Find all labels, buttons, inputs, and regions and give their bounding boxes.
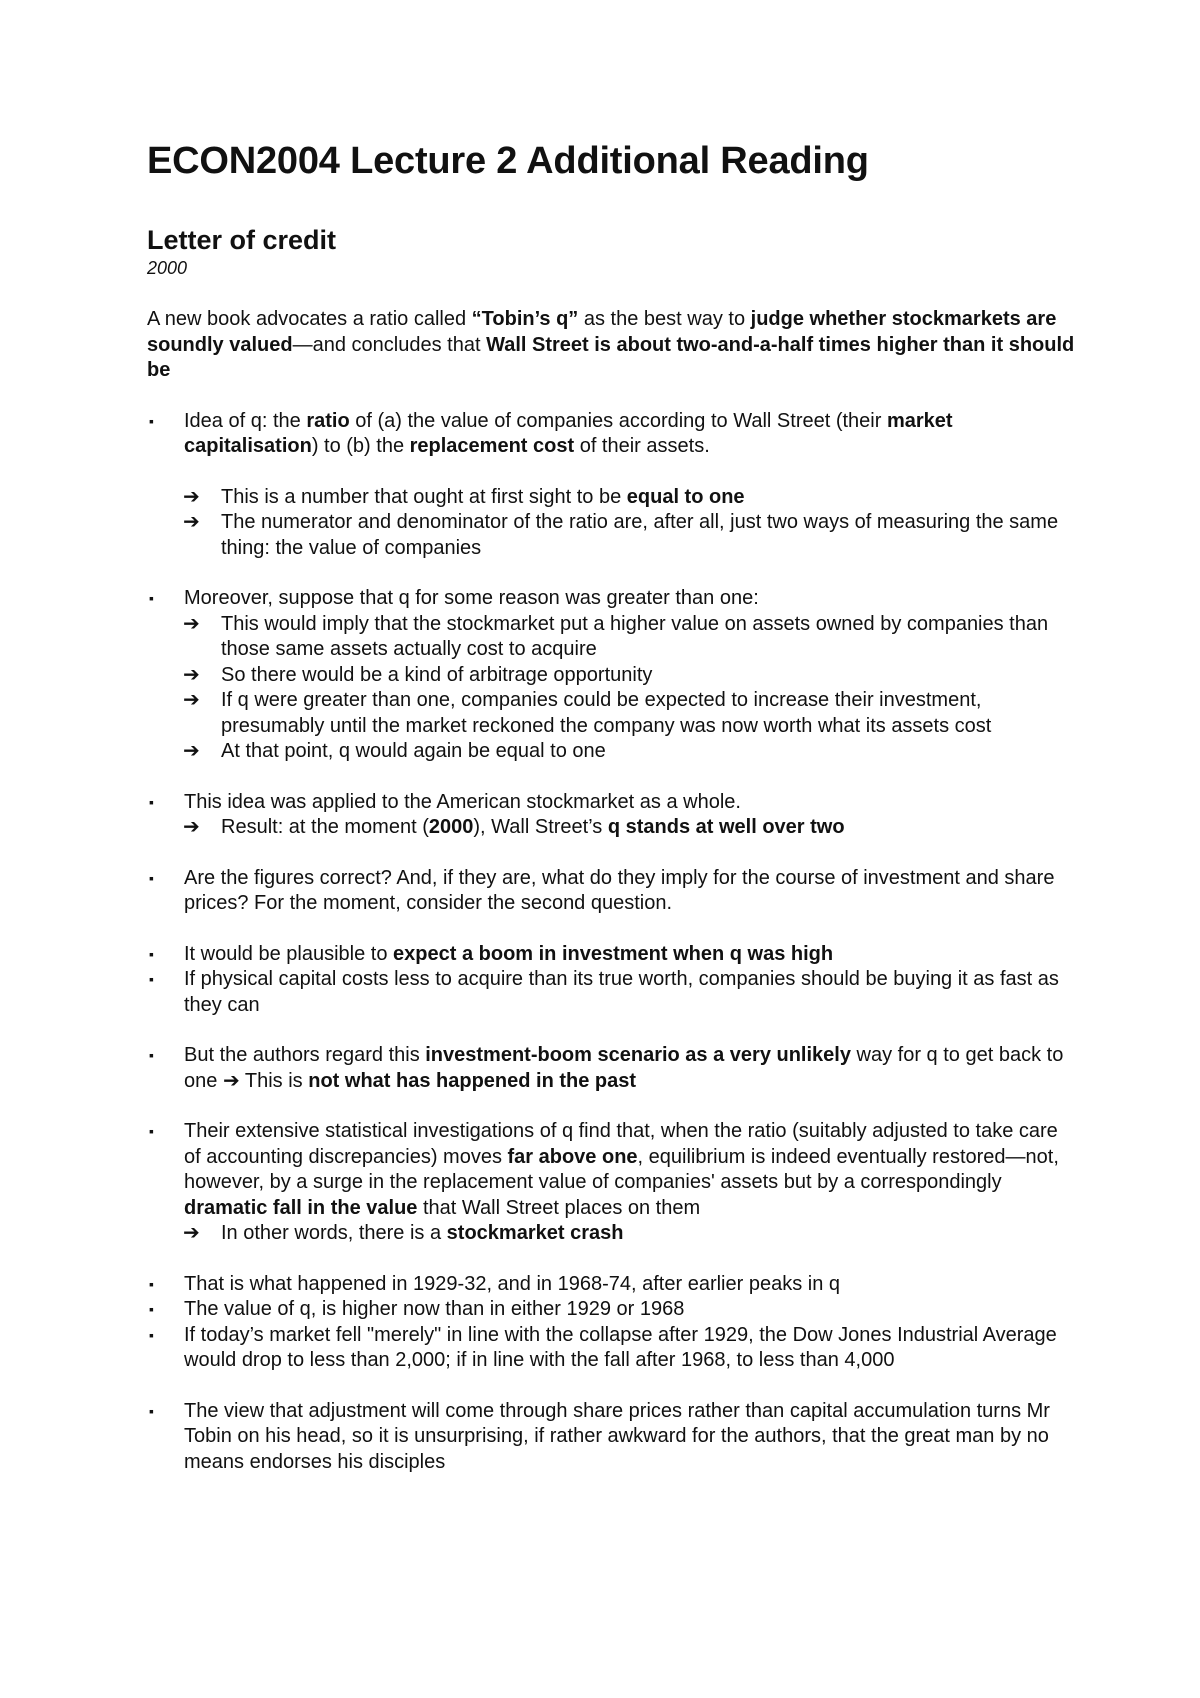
- text-run: That is what happened in 1929-32, and in 1968-74, after earlier peaks in q: [184, 1272, 840, 1295]
- text-run: Are the figures correct? And, if they are, what do they imply for the course of investment and share prices? For the moment, consider the second question.: [184, 866, 1055, 914]
- text-run: The numerator and denominator of the ratio are, after all, just two ways of measuring the same thing: the value of companies: [221, 511, 1059, 559]
- arrow-icon: ➔: [183, 816, 200, 838]
- bullet-icon: ▪: [149, 412, 154, 429]
- bullet-icon: ▪: [149, 1123, 154, 1139]
- bullet-group: [147, 586, 1077, 765]
- bold-text: far above one: [507, 1145, 638, 1168]
- bullet-item: [147, 1119, 1077, 1221]
- text-run: The view that adjustment will come through share prices rather than capital accumulation turns Mr Tobin on his head, so it is unsurprising, if rather awkward for the authors, that the great man by no means endorses his disciples: [184, 1399, 1050, 1473]
- text-run: , equilibrium is indeed eventually restored—not, however, by a surge in the replacement value of companies' assets but by a correspondingly: [184, 1145, 1059, 1193]
- arrow-icon: ➔: [183, 511, 200, 533]
- bullet-icon: ▪: [149, 1047, 154, 1063]
- bold-text: investment-boom scenario as a very unlikely: [425, 1044, 851, 1066]
- bullet-group: [147, 409, 1077, 562]
- text-run: At that point, q would again be equal to one: [221, 740, 606, 762]
- text-run: The value of q, is higher now than in either 1929 or 1968: [184, 1298, 685, 1320]
- bullet-icon: ▪: [149, 869, 154, 886]
- text-run: ), Wall Street’s: [473, 816, 608, 838]
- bullet-item: [147, 1323, 1077, 1374]
- text-run: This would imply that the stockmarket put a higher value on assets owned by companies than those same assets actually cost to acquire: [221, 612, 1049, 660]
- bullet-item: [147, 790, 1077, 816]
- bullet-item: [147, 1272, 1077, 1298]
- bullet-item: [147, 586, 1077, 612]
- bold-text: q stands at well over two: [607, 816, 845, 838]
- bullet-group: [147, 866, 1077, 917]
- arrow-icon: ➔: [183, 612, 200, 635]
- bullet-group: [147, 790, 1077, 841]
- text-run: of (a) the value of companies according to Wall Street (their: [349, 409, 887, 432]
- bold-text: dramatic fall in the value: [184, 1196, 418, 1219]
- article-year: 2000: [147, 258, 188, 278]
- bold-text: Wall Street is about two-and-a-half times higher than it should be: [147, 333, 1075, 381]
- bullet-group: [147, 1272, 1077, 1374]
- text-run: This is a number that ought at first sight to be: [221, 485, 627, 508]
- bullet-item: [147, 409, 1077, 460]
- bullet-item: [147, 866, 1077, 917]
- bold-text: expect a boom in investment when q was high: [393, 942, 834, 965]
- text-run: A new book advocates a ratio called: [147, 308, 472, 330]
- text-run: So there would be a kind of arbitrage opportunity: [221, 663, 653, 686]
- bold-text: stockmarket crash: [446, 1222, 624, 1244]
- arrow-icon: ➔: [183, 740, 200, 762]
- document-page: [147, 140, 1077, 1500]
- bullet-icon: ▪: [149, 971, 154, 987]
- text-run: If q were greater than one, companies could be expected to increase their investment, presumably until the market reckoned the company was now worth what its assets cost: [221, 689, 992, 737]
- bullet-group: [147, 1119, 1077, 1247]
- text-run: Result: at the moment (: [221, 816, 429, 838]
- bullet-item: [147, 1399, 1077, 1476]
- text-run: that Wall Street places on them: [417, 1196, 701, 1219]
- arrow-item: [147, 1221, 1077, 1247]
- text-run: In other words, there is a: [221, 1222, 447, 1244]
- text-run: This idea was applied to the American stockmarket as a whole.: [184, 790, 741, 813]
- arrow-icon: ➔: [222, 1069, 240, 1092]
- text-run: of their assets.: [574, 435, 710, 457]
- arrow-icon: ➔: [183, 1222, 200, 1244]
- bold-text: equal to one: [626, 485, 745, 508]
- bold-text: “Tobin’s q”: [471, 308, 579, 330]
- text-run: It would be plausible to: [184, 942, 394, 965]
- bold-text: replacement cost: [409, 435, 575, 457]
- arrow-item: [147, 815, 1077, 841]
- text-run: But the authors regard this: [184, 1044, 426, 1066]
- bullet-item: [147, 1297, 1077, 1323]
- text-run: —and concludes that: [292, 333, 487, 356]
- arrow-item: [147, 663, 1077, 689]
- text-run: Idea of q: the: [184, 409, 307, 432]
- bullet-icon: ▪: [149, 590, 154, 606]
- bullet-icon: ▪: [149, 1275, 154, 1292]
- text-run: This is: [239, 1069, 309, 1092]
- bullet-item: [147, 1043, 1077, 1094]
- text-run: way for q to get back to one: [184, 1044, 1064, 1092]
- bullet-icon: ▪: [149, 1301, 154, 1317]
- arrow-item: [147, 688, 1077, 739]
- bullet-group: [147, 1043, 1077, 1094]
- text-run: If today’s market fell "merely" in line with the collapse after 1929, the Dow Jones Industrial Average would drop to less than 2,000; if in line with the fall after 1968, to less than 4,000: [184, 1323, 1057, 1371]
- arrow-item: [147, 739, 1077, 765]
- bullet-item: [147, 942, 1077, 968]
- bullet-icon: ▪: [149, 793, 154, 810]
- text-run: Their extensive statistical investigations of q find that, when the ratio (suitably adjusted to take care of accounting discrepancies) moves: [184, 1120, 1058, 1168]
- text-run: as the best way to: [578, 308, 751, 330]
- bold-text: market capitalisation: [184, 409, 953, 457]
- bullet-icon: ▪: [149, 945, 154, 962]
- text-run: If physical capital costs less to acquire than its true worth, companies should be buying it as fast as they can: [184, 968, 1059, 1016]
- text-run: ) to (b) the: [311, 435, 410, 457]
- intro-paragraph: [147, 307, 1077, 384]
- bullet-icon: ▪: [149, 1326, 154, 1343]
- bold-text: ratio: [306, 409, 350, 432]
- bullet-group: [147, 942, 1077, 1019]
- bold-text: not what has happened in the past: [308, 1069, 637, 1092]
- arrow-item: [147, 485, 1077, 511]
- document-title: ECON2004 Lecture 2 Additional Reading: [147, 140, 869, 182]
- bullet-list: [147, 409, 1077, 1476]
- article-title: Letter of credit: [147, 225, 337, 255]
- arrow-icon: ➔: [183, 485, 200, 508]
- bullet-icon: ▪: [149, 1402, 154, 1419]
- bold-text: judge whether stockmarkets are soundly valued: [147, 308, 1057, 356]
- bullet-item: [147, 967, 1077, 1018]
- bold-text: 2000: [428, 816, 474, 838]
- arrow-icon: ➔: [183, 689, 200, 711]
- bullet-group: [147, 1399, 1077, 1476]
- text-run: Moreover, suppose that q for some reason was greater than one:: [184, 587, 759, 609]
- arrow-icon: ➔: [183, 663, 200, 686]
- arrow-item: [147, 510, 1077, 561]
- arrow-item: [147, 612, 1077, 663]
